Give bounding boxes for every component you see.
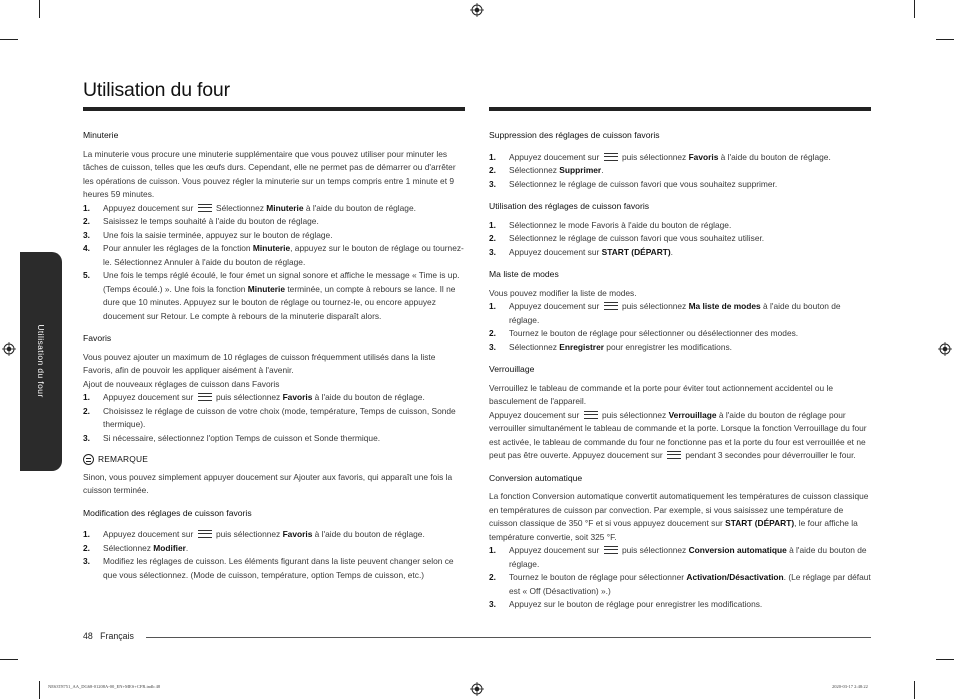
- paragraph: Appuyez doucement sur puis sélectionnez Verrouillage à l'aide du bouton de réglage pour verrouiller simultanément le tableau de commande et la porte. Lorsque la fonction Verrouillage du four est activée, le tableau de commande du four ne fonctionne pas et la porte du four est verrouillée et ne peut pas être ouverte. Appuyez doucement sur pendant 3 secondes pour déverrouiller le four.: [489, 409, 867, 460]
- registration-mark-icon: [2, 342, 16, 356]
- section-heading: Ma liste de modes: [489, 269, 559, 279]
- section-heading: Utilisation des réglages de cuisson favoris: [489, 201, 650, 211]
- crop-mark: [39, 681, 40, 699]
- section-heading: Verrouillage: [489, 364, 535, 374]
- registration-mark-icon: [938, 342, 952, 356]
- section-heading: Conversion automatique: [489, 472, 583, 483]
- menu-icon: [584, 411, 598, 419]
- page-title: Utilisation du four: [83, 79, 230, 101]
- list-item: 2. Tournez le bouton de réglage pour sélectionner ou désélectionner des modes.: [489, 328, 799, 338]
- list-item: 1. Appuyez doucement sur puis sélectionnez Conversion automatique à l'aide du bouton de réglage.: [489, 545, 867, 569]
- footer-rule: [146, 637, 871, 638]
- registration-mark-icon: [470, 3, 484, 17]
- list-item: 3. Appuyez doucement sur START (DÉPART).: [489, 246, 673, 257]
- paragraph: Verrouillez le tableau de commande et la porte pour éviter tout actionnement accidentel ou le basculement de l'appareil.: [489, 382, 834, 406]
- list-item: 2. Saisissez le temps souhaité à l'aide du bouton de réglage.: [83, 216, 319, 226]
- header-rule-right: [489, 107, 871, 111]
- list-item: 2. Sélectionnez Supprimer.: [489, 165, 604, 175]
- menu-icon: [198, 393, 212, 401]
- registration-mark-icon: [470, 682, 484, 696]
- menu-icon: [667, 451, 681, 459]
- list-item: 1. Appuyez doucement sur puis sélectionnez Favoris à l'aide du bouton de réglage.: [83, 529, 425, 539]
- section-heading: Favoris: [83, 333, 112, 343]
- list-item: 2. Sélectionnez Modifier.: [83, 542, 189, 553]
- page-number: 48: [83, 631, 93, 641]
- crop-mark: [0, 659, 18, 660]
- list-item: 3. Sélectionnez Enregistrer pour enregistrer les modifications.: [489, 341, 732, 352]
- list-item: 3. Une fois la saisie terminée, appuyez sur le bouton de réglage.: [83, 229, 333, 240]
- page-footer: [83, 631, 134, 641]
- list-item: 1. Appuyez doucement sur Sélectionnez Minuterie à l'aide du bouton de réglage.: [83, 202, 465, 216]
- menu-icon: [198, 530, 212, 538]
- right-column: [489, 129, 871, 612]
- menu-icon: [604, 302, 618, 310]
- note-icon: [83, 454, 94, 465]
- list-item: 4. Pour annuler les réglages de la fonction Minuterie, appuyez sur le bouton de réglage ou tournez-le. Sélectionnez Annuler à l'aide du bouton de réglage.: [83, 243, 464, 267]
- note-header: [83, 453, 465, 467]
- list-item: 5. Une fois le temps réglé écoulé, le four émet un signal sonore et affiche le message « Time is up. (Temps écoulé.) ». Une fois la fonction Minuterie terminée, un compte à rebours se lance. Il ne dure que 10 minutes. Appuyez sur le bouton de réglage ou tournez-le, ou encore appuyez doucement sur Retour. Le compte à rebours de la minuterie disparaît alors.: [83, 270, 460, 321]
- list-item: 1. Appuyez doucement sur puis sélectionnez Ma liste de modes à l'aide du bouton de réglage.: [489, 301, 841, 325]
- list-item: 3. Appuyez sur le bouton de réglage pour enregistrer les modifications.: [489, 599, 763, 609]
- step-number: 1.: [83, 202, 90, 213]
- menu-icon: [604, 153, 618, 161]
- crop-mark: [914, 681, 915, 699]
- left-column: [83, 129, 465, 582]
- section-heading: Suppression des réglages de cuisson favoris: [489, 130, 660, 140]
- section-heading: Modification des réglages de cuisson favoris: [83, 507, 252, 518]
- list-item: 2. Sélectionnez le réglage de cuisson favori que vous souhaitez utiliser.: [489, 233, 765, 243]
- list-item: 3. Si nécessaire, sélectionnez l'option Temps de cuisson et Sonde thermique.: [83, 432, 381, 443]
- crop-mark: [914, 0, 915, 18]
- note-label: REMARQUE: [98, 454, 148, 464]
- list-item: 1. Appuyez doucement sur puis sélectionnez Favoris à l'aide du bouton de réglage.: [83, 392, 425, 402]
- list-item: 2. Choisissez le réglage de cuisson de votre choix (mode, température, Temps de cuisson, Sonde thermique).: [83, 405, 456, 429]
- footer-language: Français: [100, 631, 134, 641]
- print-imprint-date: 2020-03-17 2:48:22: [832, 684, 868, 689]
- list-item: 1. Appuyez doucement sur puis sélectionnez Favoris à l'aide du bouton de réglage.: [489, 151, 831, 162]
- paragraph: Vous pouvez modifier la liste de modes.: [489, 287, 637, 298]
- paragraph: Ajout de nouveaux réglages de cuisson dans Favoris: [83, 378, 280, 389]
- list-item: 2. Tournez le bouton de réglage pour sélectionner Activation/Désactivation. (Le réglage par défaut est « Off (Désactivation) ».): [489, 572, 871, 596]
- paragraph: La fonction Conversion automatique convertit automatiquement les températures de cuisson classique en températures de cuisson par convection. Par exemple, si vous saisissez une température de cuisson classique de 350 °F et si vous appuyez doucement sur START (DÉPART), le four affiche la température convertie, soit 325 °F.: [489, 491, 869, 542]
- paragraph: Vous pouvez ajouter un maximum de 10 réglages de cuisson fréquemment utilisés dans la liste Favoris, afin de pouvoir les appliquer aisément à l'avenir.: [83, 351, 436, 375]
- paragraph: La minuterie vous procure une minuterie supplémentaire que vous pouvez utiliser pour minuter les tâches de cuisson, telles que les œufs durs. Cependant, elle ne permet pas de démarrer ou d'arrêter les opérations de cuisson. Vous pouvez régler la minuterie sur un temps compris entre 1 minute et 9 heures 59 minutes.: [83, 148, 456, 199]
- list-item: 3. Modifiez les réglages de cuisson. Les éléments figurant dans la liste peuvent changer selon ce que vous sélectionnez. (Mode de cuisson, température, option Temps de cuisson, etc.): [83, 556, 454, 580]
- header-rule-left: [83, 107, 465, 111]
- menu-icon: [604, 546, 618, 554]
- chapter-side-tab-label: Utilisation du four: [36, 324, 46, 398]
- crop-mark: [936, 659, 954, 660]
- note-text: Sinon, vous pouvez simplement appuyer doucement sur Ajouter aux favoris, qui apparaît une fois la cuisson terminée.: [83, 471, 453, 495]
- section-heading: Minuterie: [83, 130, 119, 140]
- menu-icon: [198, 204, 212, 212]
- crop-mark: [39, 0, 40, 18]
- print-imprint-file: NE63T8751_AA_DG68-01208A-00_EN+MES+CFR.indb 48: [48, 684, 161, 689]
- crop-mark: [936, 39, 954, 40]
- crop-mark: [0, 39, 18, 40]
- list-item: 3. Sélectionnez le réglage de cuisson favori que vous souhaitez supprimer.: [489, 178, 778, 189]
- list-item: 1. Sélectionnez le mode Favoris à l'aide du bouton de réglage.: [489, 219, 732, 230]
